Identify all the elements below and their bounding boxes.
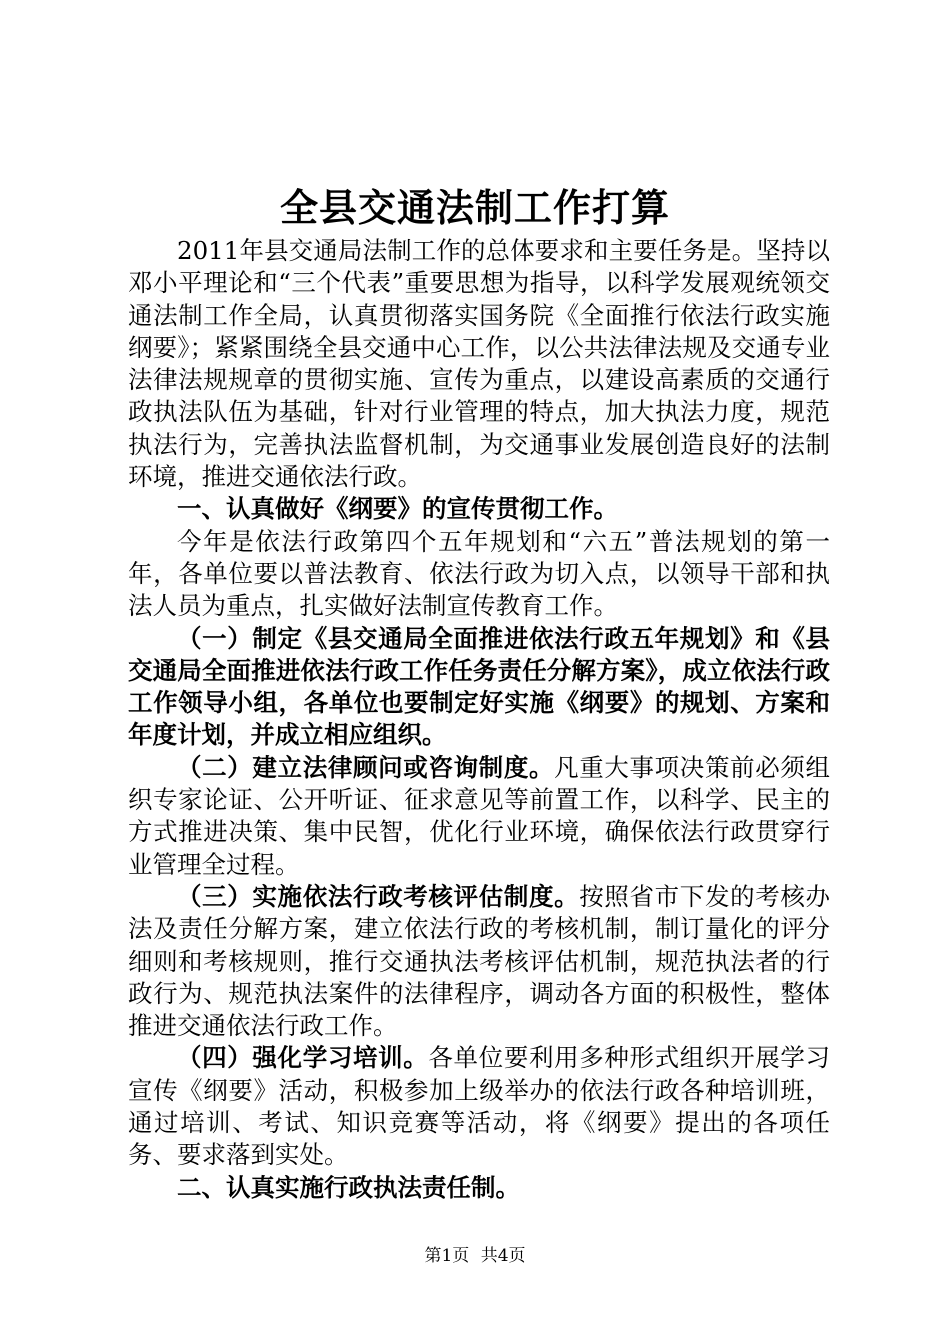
section-1-intro-paragraph: 今年是依法行政第四个五年规划和“六五”普法规划的第一年，各单位要以普法教育、依法行政为切入点，以领导干部和执法人员为重点，扎实做好法制宣传教育工作。 xyxy=(128,526,830,621)
item-2-lead: （二）建立法律顾问或咨询制度。 xyxy=(177,752,555,782)
item-3-lead: （三）实施依法行政考核评估制度。 xyxy=(177,881,580,911)
item-2-text: 凡重大事项决策前必须组织专家论证、公开听证、征求意见等前置工作，以科学、民主的方式推进决策、集中民智，优化行业环境，确保依法行政贯穿行业管理全过程。 xyxy=(128,752,831,879)
page-number: 第1页 xyxy=(424,1246,470,1266)
item-3-paragraph xyxy=(128,881,830,1042)
item-1-paragraph: （一）制定《县交通局全面推进依法行政五年规划》和《县交通局全面推进依法行政工作任务责任分解方案》，成立依法行政工作领导小组，各单位也要制定好实施《纲要》的规划、方案和年度计划，并成立相应组织。 xyxy=(128,623,830,750)
page-footer xyxy=(0,1244,950,1268)
item-4-text: 各单位要利用多种形式组织开展学习宣传《纲要》活动，积极参加上级举办的依法行政各种培训班，通过培训、考试、知识竞赛等活动，将《纲要》提出的各项任务、要求落到实处。 xyxy=(128,1043,831,1170)
page-total: 共4页 xyxy=(480,1246,526,1266)
section-heading-2: 二、认真实施行政执法责任制。 xyxy=(177,1172,520,1202)
section-heading-1: 一、认真做好《纲要》的宣传贯彻工作。 xyxy=(177,494,618,524)
item-4-paragraph xyxy=(128,1042,830,1171)
item-2-paragraph xyxy=(128,752,830,881)
document-title: 全县交通法制工作打算 xyxy=(279,186,670,230)
item-4-lead: （四）强化学习培训。 xyxy=(177,1043,429,1073)
intro-paragraph: 2011年县交通局法制工作的总体要求和主要任务是。坚持以邓小平理论和“三个代表”重要思想为指导，以科学发展观统领交通法制工作全局，认真贯彻落实国务院《全面推行依法行政实施纲要》；紧紧围绕全县交通中心工作，以公共法律法规及交通专业法律法规规章的贯彻实施、宣传为重点，以建设高素质的交通行政执法队伍为基础，针对行业管理的特点，加大执法力度，规范执法行为，完善执法监督机制，为交通事业发展创造良好的法制环境，推进交通依法行政。 xyxy=(128,236,830,492)
item-3-text: 按照省市下发的考核办法及责任分解方案，建立依法行政的考核机制，制订量化的评分细则和考核规则，推行交通执法考核评估机制，规范执法者的行政行为、规范执法案件的法律程序，调动各方面的积极性，整体推进交通依法行政工作。 xyxy=(128,881,831,1041)
document-body xyxy=(128,235,830,1204)
